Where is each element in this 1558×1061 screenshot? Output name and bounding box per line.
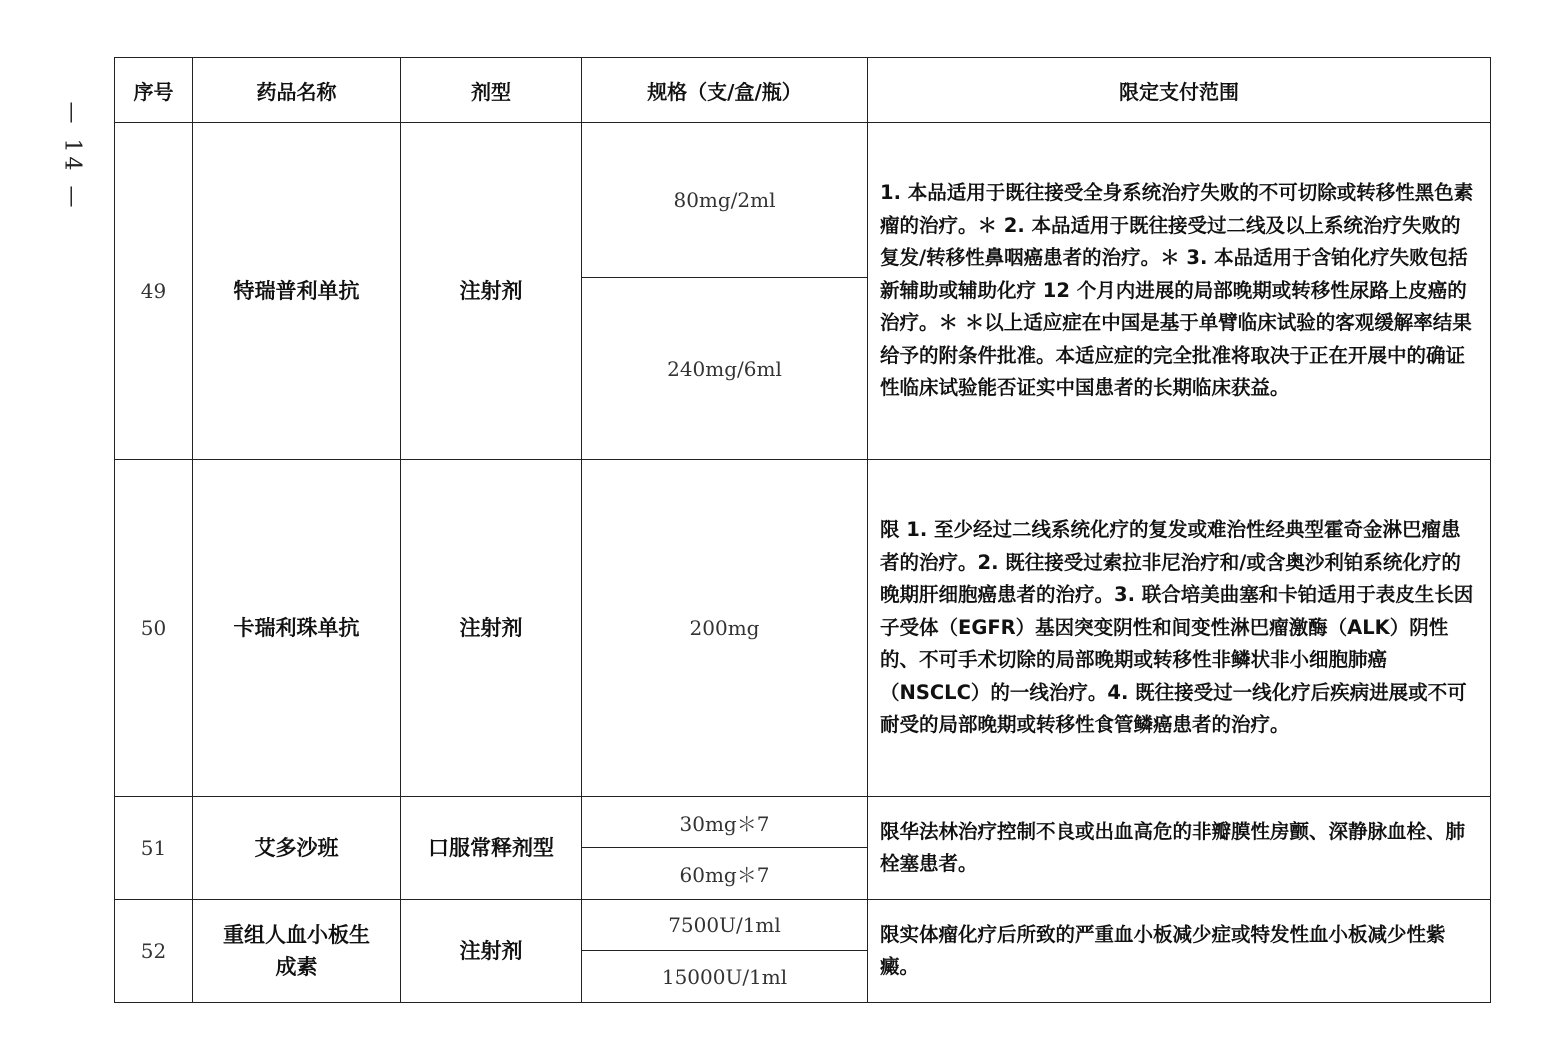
payment-scope: 1. 本品适用于既往接受全身系统治疗失败的不可切除或转移性黑色素瘤的治疗。＊ 2. 本品适用于既往接受过二线及以上系统治疗失败的复发/转移性鼻咽癌患者的治疗。＊ 3. 本品适用于含铂化疗失败包括新辅助或辅助化疗 12 个月内进展的局部晚期或转移性尿路上皮癌的治疗。＊ ＊以上适应症在中国是基于单臂临床试验的客观缓解率结果给予的附条件批准。本适应症的完全批准将取决于正在开展中的确证性临床试验能否证实中国患者的长期临床获益。	[868, 123, 1491, 460]
table-row	[115, 460, 1491, 797]
table-row	[115, 797, 1491, 848]
row-number: 50	[115, 460, 193, 797]
payment-scope: 限实体瘤化疗后所致的严重血小板减少症或特发性血小板减少性紫癜。	[868, 900, 1491, 1003]
drug-name	[193, 900, 401, 1003]
drug-table	[114, 57, 1491, 1003]
row-number: 51	[115, 797, 193, 900]
header-spec: 规格（支/盒/瓶）	[582, 58, 868, 123]
page-number-text: — 14 —	[59, 101, 85, 211]
spec-value: 60mg＊7	[582, 848, 868, 900]
drug-name: 艾多沙班	[193, 797, 401, 900]
row-number: 52	[115, 900, 193, 1003]
table-row	[115, 123, 1491, 278]
payment-scope: 限华法林治疗控制不良或出血高危的非瓣膜性房颤、深静脉血栓、肺栓塞患者。	[868, 797, 1491, 900]
spec-value: 15000U/1ml	[582, 951, 868, 1003]
row-number: 49	[115, 123, 193, 460]
header-scope: 限定支付范围	[868, 58, 1491, 123]
spec-value: 240mg/6ml	[582, 278, 868, 460]
header-form: 剂型	[401, 58, 582, 123]
drug-name: 特瑞普利单抗	[193, 123, 401, 460]
dosage-form: 注射剂	[401, 460, 582, 797]
dosage-form: 口服常释剂型	[401, 797, 582, 900]
dosage-form: 注射剂	[401, 123, 582, 460]
drug-name-text: 重组人血小板生成素	[223, 923, 370, 979]
spec-value: 200mg	[582, 460, 868, 797]
page-number	[52, 86, 92, 226]
payment-scope: 限 1. 至少经过二线系统化疗的复发或难治性经典型霍奇金淋巴瘤患者的治疗。2. 既往接受过索拉非尼治疗和/或含奥沙利铂系统化疗的晚期肝细胞癌患者的治疗。3. 联合培美曲塞和卡铂适用于表皮生长因子受体（EGFR）基因突变阴性和间变性淋巴瘤激酶（ALK）阴性的、不可手术切除的局部晚期或转移性非鳞状非小细胞肺癌（NSCLC）的一线治疗。4. 既往接受过一线化疗后疾病进展或不可耐受的局部晚期或转移性食管鳞癌患者的治疗。	[868, 460, 1491, 797]
drug-name: 卡瑞利珠单抗	[193, 460, 401, 797]
spec-value: 30mg＊7	[582, 797, 868, 848]
spec-value: 80mg/2ml	[582, 123, 868, 278]
dosage-form: 注射剂	[401, 900, 582, 1003]
spec-value: 7500U/1ml	[582, 900, 868, 951]
table-row	[115, 900, 1491, 951]
table-header-row	[115, 58, 1491, 123]
header-no: 序号	[115, 58, 193, 123]
header-name: 药品名称	[193, 58, 401, 123]
